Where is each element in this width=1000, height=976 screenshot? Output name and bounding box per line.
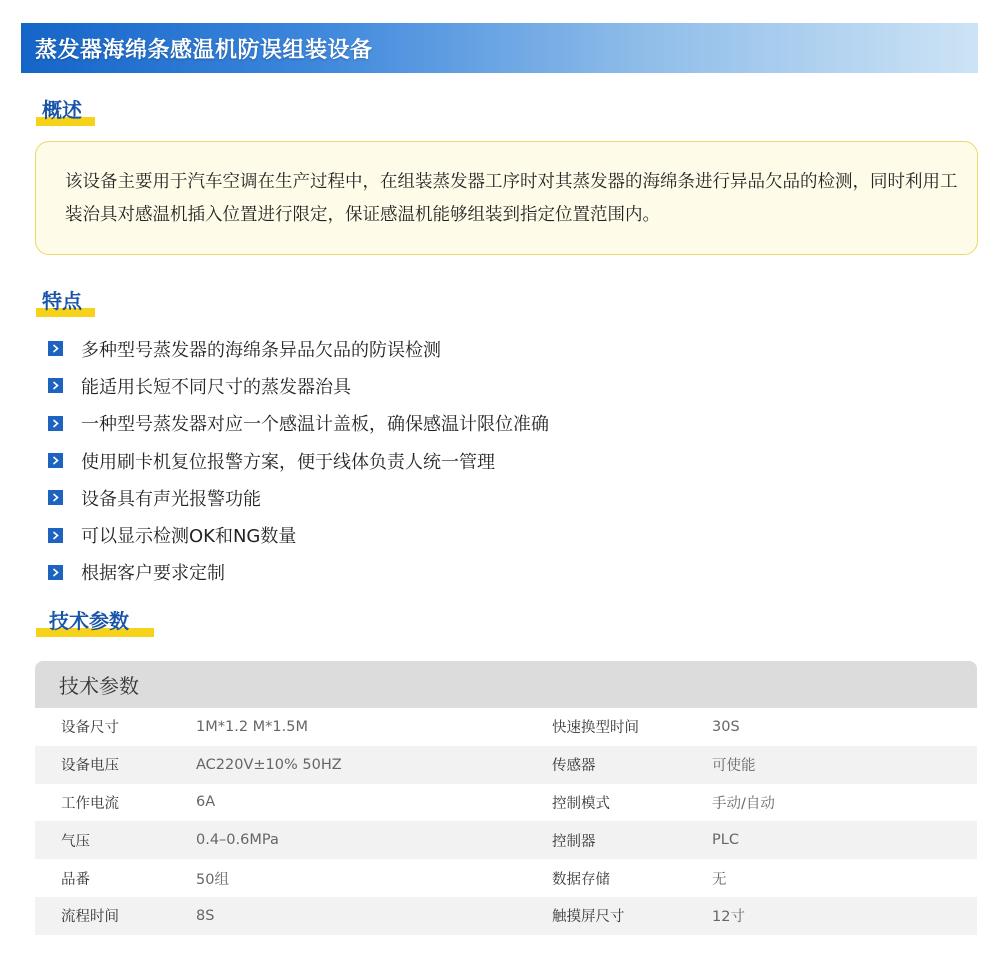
section-label-features: 特点: [42, 289, 82, 313]
spec-label: 传感器: [552, 758, 596, 775]
title-bar: [21, 23, 978, 73]
spec-value: 6A: [196, 794, 216, 811]
spec-label: 数据存储: [552, 871, 610, 888]
chevron-right-icon: [48, 341, 63, 356]
page-title: 蒸发器海绵条感温机防误组装设备: [35, 38, 373, 63]
overview-text: 该设备主要用于汽车空调在生产过程中，在组装蒸发器工序时对其蒸发器的海绵条进行异品欠品的检测，同时利用工装治具对感温机插入位置进行限定，保证感温机能够组装到指定位置范围内。: [65, 172, 958, 225]
table-row: [35, 784, 977, 822]
feature-list: [48, 330, 549, 591]
chevron-right-icon: [48, 490, 63, 505]
table-header-title: 技术参数: [59, 674, 139, 698]
table-row: [35, 821, 977, 859]
feature-text: 根据客户要求定制: [81, 563, 225, 585]
chevron-right-icon: [48, 565, 63, 580]
section-heading-specs: [36, 607, 154, 637]
spec-label: 快速换型时间: [552, 720, 639, 737]
table-header: [35, 661, 977, 708]
list-item: [48, 516, 549, 553]
spec-label: 气压: [61, 833, 90, 850]
section-label-overview: 概述: [42, 98, 82, 122]
list-item: [48, 405, 549, 442]
list-item: [48, 367, 549, 404]
chevron-right-icon: [48, 378, 63, 393]
overview-box: [35, 141, 978, 255]
chevron-right-icon: [48, 528, 63, 543]
spec-value: 8S: [196, 907, 215, 924]
spec-value: 手动/自动: [712, 795, 775, 812]
spec-label: 工作电流: [61, 795, 119, 812]
spec-table: [35, 661, 977, 935]
section-label-specs: 技术参数: [49, 609, 129, 633]
spec-label: 设备尺寸: [61, 720, 119, 737]
spec-label: 品番: [61, 871, 90, 888]
list-item: [48, 479, 549, 516]
spec-label: 流程时间: [61, 909, 119, 926]
feature-text: 可以显示检测OK和NG数量: [81, 526, 297, 548]
spec-value: 30S: [712, 718, 740, 735]
chevron-right-icon: [48, 416, 63, 431]
spec-label: 触摸屏尺寸: [552, 909, 625, 926]
spec-value: 无: [712, 871, 727, 888]
spec-value: 可使能: [712, 758, 756, 775]
chevron-right-icon: [48, 453, 63, 468]
spec-value: 0.4–0.6MPa: [196, 832, 279, 849]
spec-label: 控制模式: [552, 795, 610, 812]
spec-label: 设备电压: [61, 758, 119, 775]
section-heading-features: [36, 287, 95, 317]
feature-text: 设备具有声光报警功能: [81, 488, 261, 510]
spec-value: PLC: [712, 832, 739, 849]
table-row: [35, 859, 977, 897]
feature-text: 多种型号蒸发器的海绵条异品欠品的防误检测: [81, 339, 441, 361]
spec-value: AC220V±10% 50HZ: [196, 756, 342, 773]
spec-value: 12寸: [712, 909, 745, 926]
spec-value: 50组: [196, 871, 229, 888]
feature-text: 一种型号蒸发器对应一个感温计盖板，确保感温计限位准确: [81, 414, 549, 436]
table-row: [35, 746, 977, 784]
list-item: [48, 330, 549, 367]
list-item: [48, 554, 549, 591]
list-item: [48, 442, 549, 479]
section-heading-overview: [36, 96, 95, 126]
table-row: [35, 708, 977, 746]
spec-value: 1M*1.2 M*1.5M: [196, 718, 308, 735]
feature-text: 使用刷卡机复位报警方案，便于线体负责人统一管理: [81, 451, 495, 473]
table-row: [35, 897, 977, 935]
spec-label: 控制器: [552, 833, 596, 850]
feature-text: 能适用长短不同尺寸的蒸发器治具: [81, 376, 351, 398]
